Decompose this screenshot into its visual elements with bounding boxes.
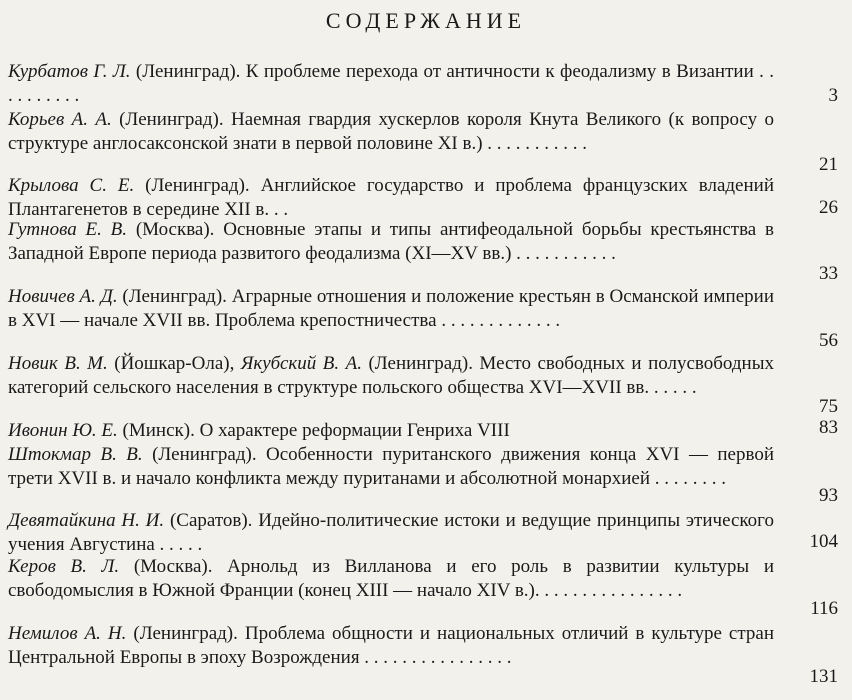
toc-entry [8,622,774,670]
entry-coauthor: Якубский В. А. [240,353,362,374]
toc-entry [8,443,774,491]
entry-page-number: 26 [819,197,838,218]
toc-entry [8,108,774,156]
entry-author: Керов В. Л. [8,556,120,577]
toc-entry [8,174,774,222]
entry-page-number: 75 [819,396,838,417]
entry-text: (Ленинград). Аграрные отношения и положение крестьян в Османской империи в XVI — начале XVII вв. Проблема крепостничества . . . . . . . . . . . . . [8,286,774,331]
entry-author: Новичев А. Д. [8,286,118,307]
toc-entry [8,60,774,108]
entry-author: Гутнова Е. В. [8,219,128,240]
entry-author: Немилов А. Н. [8,623,127,644]
toc-entry [8,509,774,557]
entry-author: Штокмар В. В. [8,444,143,465]
entry-author: Ивонин Ю. Е. [8,420,118,441]
entry-author: Крылова С. Е. [8,175,135,196]
entry-page-number: 93 [819,485,838,506]
page-title: СОДЕРЖАНИЕ [325,8,527,33]
entry-text: (Москва). Арнольд из Вилланова и его роль в развитии культуры и свободомыслия в Южной Франции (конец XIII — начало XIV в.). . . . . . . . . . . . . . . . [8,556,774,601]
entry-author: Курбатов Г. Л. [8,61,131,82]
toc-entry [8,555,774,603]
entry-page-number: 21 [819,154,838,175]
entry-text: (Москва). Основные этапы и типы антифеодальной борьбы крестьянства в Западной Европе периода развитого феодализма (XI—XV вв.) . . . . . . . . . . . [8,219,774,264]
entry-page-number: 131 [809,666,838,687]
entry-text: (Ленинград). Наемная гвардия хускерлов короля Кнута Великого (к вопросу о структуре англосаксонской знати в первой половине XI в.) . . . . . . . . . . . [8,109,774,154]
toc-entry [8,419,774,443]
entry-author: Новик В. М. [8,353,108,374]
entry-text: (Ленинград). К проблеме перехода от античности к феодализму в Византии . . . . . . . . . . [8,61,774,106]
entry-page-number: 116 [810,598,838,619]
entry-page-number: 3 [828,85,838,106]
toc-entry [8,352,774,400]
toc-entry [8,218,774,266]
entry-page-number: 104 [809,531,838,552]
entry-text: (Ленинград). Место свободных и полусвободных категорий сельского населения в структуре польского общества XVI—XVII вв. . . . . . [8,353,774,398]
toc-entry [8,285,774,333]
entry-text: (Ленинград). Английское государство и проблема французских владений Плантагенетов в середине XII в. . . [8,175,774,220]
entry-author: Корьев А. А. [8,109,112,130]
entry-text: (Минск). О характере реформации Генриха VIII [117,420,510,441]
entry-page-number: 83 [819,417,838,438]
entry-text: (Йошкар-Ола), [107,353,241,374]
entry-text: (Саратов). Идейно-политические истоки и ведущие принципы этического учения Августина . . . . . [8,510,774,555]
entry-author: Девятайкина Н. И. [8,510,165,531]
entry-text: (Ленинград). Проблема общности и национальных отличий в культуре стран Центральной Европы в эпоху Возрождения . . . . . . . . . . . . . . . . [8,623,774,668]
entry-page-number: 56 [819,330,838,351]
entry-page-number: 33 [819,263,838,284]
entry-text: (Ленинград). Особенности пуританского движения конца XVI — первой трети XVII в. и начало конфликта между пуританами и абсолютной монархией . . . . . . . . [8,444,774,489]
